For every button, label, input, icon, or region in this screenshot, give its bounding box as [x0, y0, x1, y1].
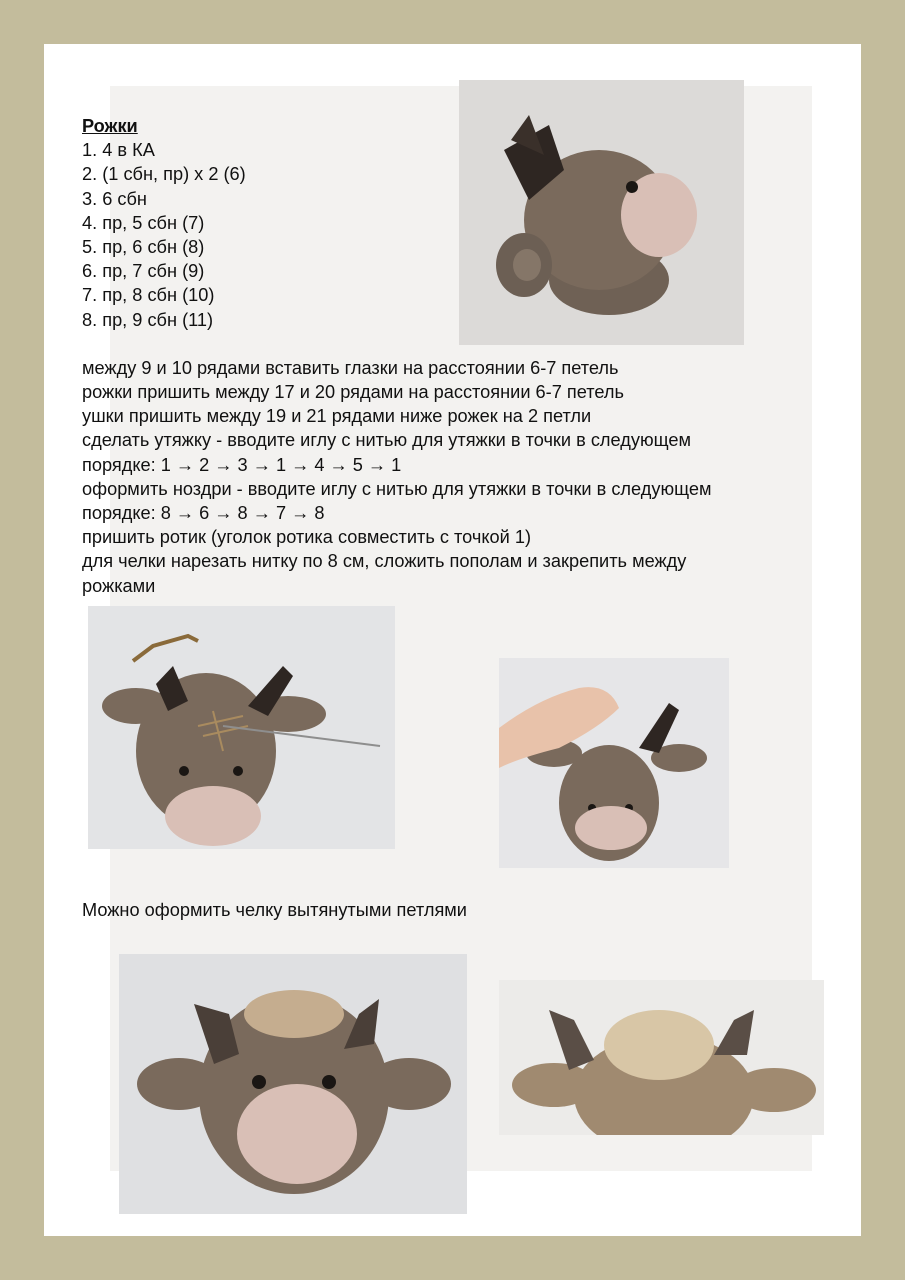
row-8: 8. пр, 9 сбн (11) — [82, 309, 214, 330]
row-4: 4. пр, 5 сбн (7) — [82, 212, 205, 233]
note-4: сделать утяжку - вводите иглу с нитью для утяжки в точки в следующем — [82, 430, 691, 451]
row-2: 2. (1 сбн, пр) х 2 (6) — [82, 164, 246, 185]
note-8: пришить ротик (уголок ротика совместить с точкой 1) — [82, 527, 532, 548]
section-heading: Рожки — [82, 116, 138, 136]
note-1: между 9 и 10 рядами вставить глазки на расстоянии 6-7 петель — [82, 357, 619, 378]
row-3: 3. 6 сбн — [82, 188, 147, 209]
row-7: 7. пр, 8 сбн (10) — [82, 285, 215, 306]
photo-middle-left — [88, 606, 395, 849]
note-5: порядке: 1 → 2 → 3 → 1 → 4 → 5 → 1 — [82, 454, 402, 475]
photo-bottom-left — [119, 954, 467, 1214]
note-7: порядке: 8 → 6 → 8 → 7 → 8 — [82, 503, 325, 524]
row-1: 1. 4 в КА — [82, 140, 155, 161]
looped-bangs-caption: Можно оформить челку вытянутыми петлями — [82, 900, 467, 920]
photo-middle-right — [499, 658, 729, 868]
note-6: оформить ноздри - вводите иглу с нитью для утяжки в точки в следующем — [82, 478, 712, 499]
note-2: рожки пришить между 17 и 20 рядами на расстоянии 6-7 петель — [82, 382, 624, 403]
photo-bottom-right — [499, 980, 824, 1135]
note-9: для челки нарезать нитку по 8 см, сложить пополам и закрепить между — [82, 551, 687, 572]
photo-top-right — [459, 80, 744, 345]
note-3: ушки пришить между 19 и 21 рядами ниже рожек на 2 петли — [82, 406, 592, 427]
note-10: рожками — [82, 575, 156, 596]
row-5: 5. пр, 6 сбн (8) — [82, 237, 205, 258]
row-6: 6. пр, 7 сбн (9) — [82, 261, 205, 282]
